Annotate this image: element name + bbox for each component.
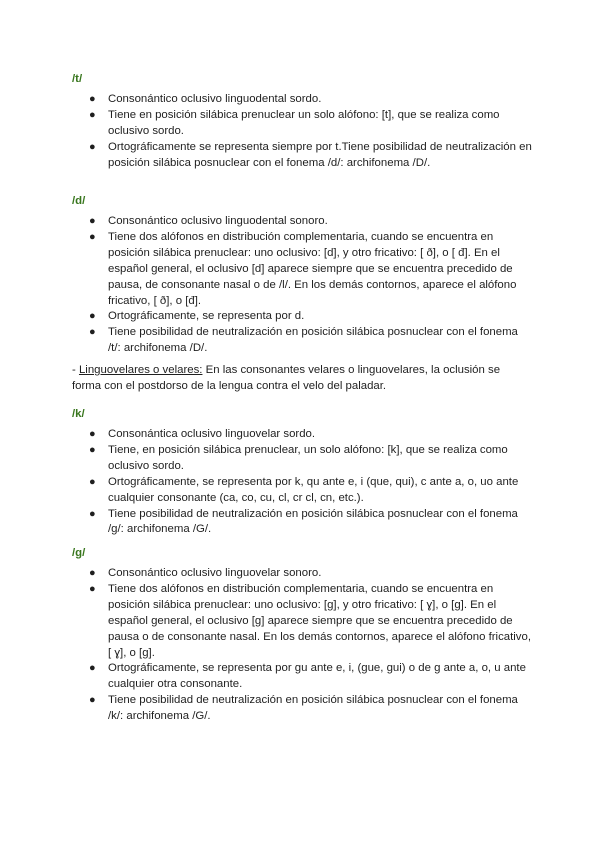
bullet-icon: ● bbox=[89, 507, 96, 520]
list-item: ● Ortográficamente, se representa por d. bbox=[72, 309, 532, 325]
bullet-icon: ● bbox=[89, 428, 96, 440]
bullet-icon: ● bbox=[89, 582, 96, 595]
section-heading: /k/ bbox=[72, 408, 85, 420]
bullet-list bbox=[72, 214, 532, 357]
list-item: ● Tiene posibilidad de neutralización en posición silábica posnuclear con el fonema /g/: archifonema /G/. bbox=[89, 507, 518, 536]
list-item: ● Consonántica oclusivo linguovelar sordo. bbox=[72, 427, 532, 443]
list-item: ● Tiene dos alófonos en distribución complementaria, cuando se encuentra en posición silábica prenuclear: uno oclusivo: [g], y otro fricativo: [ ɣ], o [g]. En el español general, el oclusivo [g] aparece siempre que se encuentra precedido de pausa o de consonante nasal. En los demás contornos, aparece el alófono fricativo, [ ɣ], o [g]. bbox=[89, 582, 531, 659]
bullet-icon: ● bbox=[89, 326, 96, 339]
list-item: ● Consonántico oclusivo linguovelar sonoro. bbox=[72, 566, 532, 582]
list-item: ● Tiene posibilidad de neutralización en posición silábica posnuclear con el fonema /t/: archifonema /D/. bbox=[89, 326, 518, 355]
velares-intro-paragraph: - Linguovelares o velares: En las consonantes velares o linguovelares, la oclusión se forma con el postdorso de la lengua contra el velo del paladar. bbox=[72, 364, 501, 392]
list-item: ● Tiene, en posición silábica prenuclear, un solo alófono: [k], que se realiza como oclusivo sordo. bbox=[89, 443, 508, 472]
list-item: ● Consonántico oclusivo linguodental sordo. bbox=[72, 92, 532, 108]
bullet-icon: ● bbox=[89, 108, 96, 121]
section-t bbox=[72, 72, 532, 172]
bullet-icon: ● bbox=[89, 93, 96, 105]
bullet-icon: ● bbox=[89, 694, 96, 707]
bullet-icon: ● bbox=[89, 567, 96, 579]
bullet-list bbox=[72, 92, 532, 172]
bullet-icon: ● bbox=[89, 215, 96, 227]
list-item: ● Consonántico oclusivo linguodental sonoro. bbox=[72, 214, 532, 230]
velares-term: Linguovelares o velares: bbox=[78, 364, 203, 376]
bullet-icon: ● bbox=[89, 140, 96, 153]
section-heading: /d/ bbox=[72, 195, 86, 207]
bullet-list bbox=[72, 427, 532, 538]
bullet-icon: ● bbox=[89, 662, 96, 675]
list-item: ● Ortográficamente se representa siempre por t.Tiene posibilidad de neutralización en posición silábica posnuclear con el fonema /d/: archifonema /D/. bbox=[89, 140, 532, 169]
list-item: ● Ortográficamente, se representa por gu ante e, i, (gue, gui) o de g ante a, o, u ante cualquier otra consonante. bbox=[89, 662, 526, 691]
bullet-list bbox=[72, 566, 532, 725]
bullet-icon: ● bbox=[89, 230, 96, 243]
list-item: ● Tiene dos alófonos en distribución complementaria, cuando se encuentra en posición silábica prenuclear: uno oclusivo: [d], y otro fricativo: [ ð], o [ đ]. En el español general, el oclusivo [d] aparece siempre que se encuentra precedido de pausa, de consonante nasal o de /l/. En los demás contornos, aparece el alófono fricativo, [ ð], o [đ]. bbox=[89, 230, 517, 307]
list-item: ● Ortográficamente, se representa por k, qu ante e, i (que, qui), c ante a, o, uo ante cualquier consonante (ca, co, cu, cl, cr cl, cn, etc.). bbox=[89, 475, 519, 504]
list-item: ● Tiene en posición silábica prenuclear un solo alófono: [t], que se realiza como oclusivo sordo. bbox=[89, 108, 500, 137]
section-d bbox=[72, 194, 532, 357]
bullet-icon: ● bbox=[89, 475, 96, 488]
section-k bbox=[72, 407, 532, 538]
section-heading: /t/ bbox=[72, 73, 83, 85]
bullet-icon: ● bbox=[89, 443, 96, 456]
list-item: ● Tiene posibilidad de neutralización en posición silábica posnuclear con el fonema /k/: archifonema /G/. bbox=[89, 694, 518, 723]
section-g bbox=[72, 546, 532, 725]
bullet-icon: ● bbox=[89, 310, 96, 323]
section-heading: /g/ bbox=[72, 547, 86, 559]
